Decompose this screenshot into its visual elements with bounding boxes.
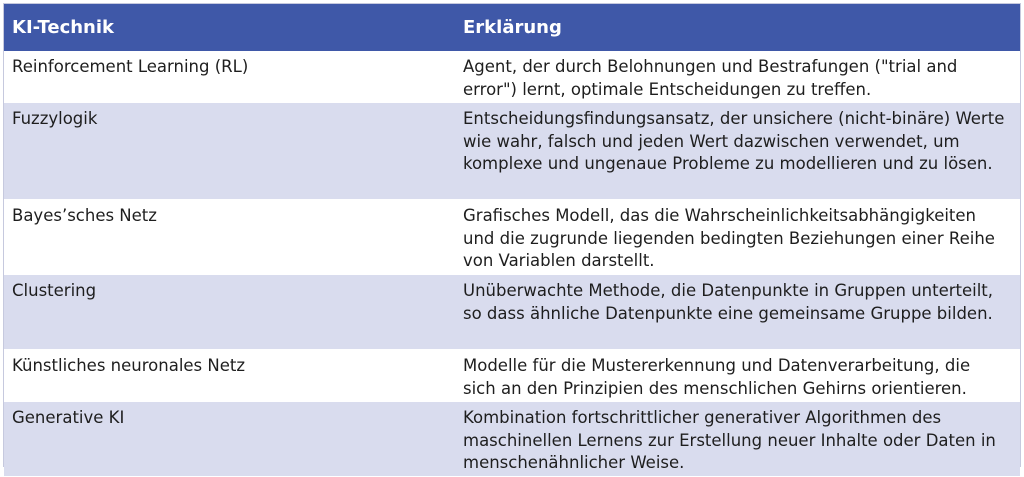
technique-cell: Reinforcement Learning (RL) xyxy=(4,51,455,103)
table-row xyxy=(4,200,1020,275)
explanation-cell: Unüberwachte Methode, die Datenpunkte in Gruppen unterteilt, so dass ähnliche Datenpunkte eine gemeinsame Gruppe bilden. xyxy=(455,275,1020,350)
technique-cell: Bayes’sches Netz xyxy=(4,200,455,275)
table-row xyxy=(4,51,1020,103)
technique-cell: Generative KI xyxy=(4,402,455,477)
table-row xyxy=(4,350,1020,402)
explanation-cell: Kombination fortschrittlicher generativer Algorithmen des maschinellen Lernens zur Erstellung neuer Inhalte oder Daten in menschenähnlicher Weise. xyxy=(455,402,1020,477)
table-row xyxy=(4,275,1020,350)
table xyxy=(4,4,1020,477)
column-header-explanation: Erklärung xyxy=(455,4,1020,51)
explanation-cell: Grafisches Modell, das die Wahrscheinlichkeitsabhängigkeiten und die zugrunde liegenden bedingten Beziehungen einer Reihe von Variablen darstellt. xyxy=(455,200,1020,275)
technique-cell: Clustering xyxy=(4,275,455,350)
table-body xyxy=(4,51,1020,477)
technique-cell: Künstliches neuronales Netz xyxy=(4,350,455,402)
explanation-cell: Entscheidungsfindungsansatz, der unsichere (nicht-binäre) Werte wie wahr, falsch und jeden Wert dazwischen verwendet, um komplexe und ungenaue Probleme zu modellieren und zu lösen. xyxy=(455,103,1020,200)
table-header xyxy=(4,4,1020,51)
ki-techniques-table xyxy=(3,3,1021,472)
explanation-cell: Modelle für die Mustererkennung und Datenverarbeitung, die sich an den Prinzipien des menschlichen Gehirns orientieren. xyxy=(455,350,1020,402)
technique-cell: Fuzzylogik xyxy=(4,103,455,200)
column-header-technique: KI-Technik xyxy=(4,4,455,51)
table-row xyxy=(4,402,1020,477)
table-row xyxy=(4,103,1020,200)
header-row xyxy=(4,4,1020,51)
explanation-cell: Agent, der durch Belohnungen und Bestrafungen ("trial and error") lernt, optimale Entscheidungen zu treffen. xyxy=(455,51,1020,103)
